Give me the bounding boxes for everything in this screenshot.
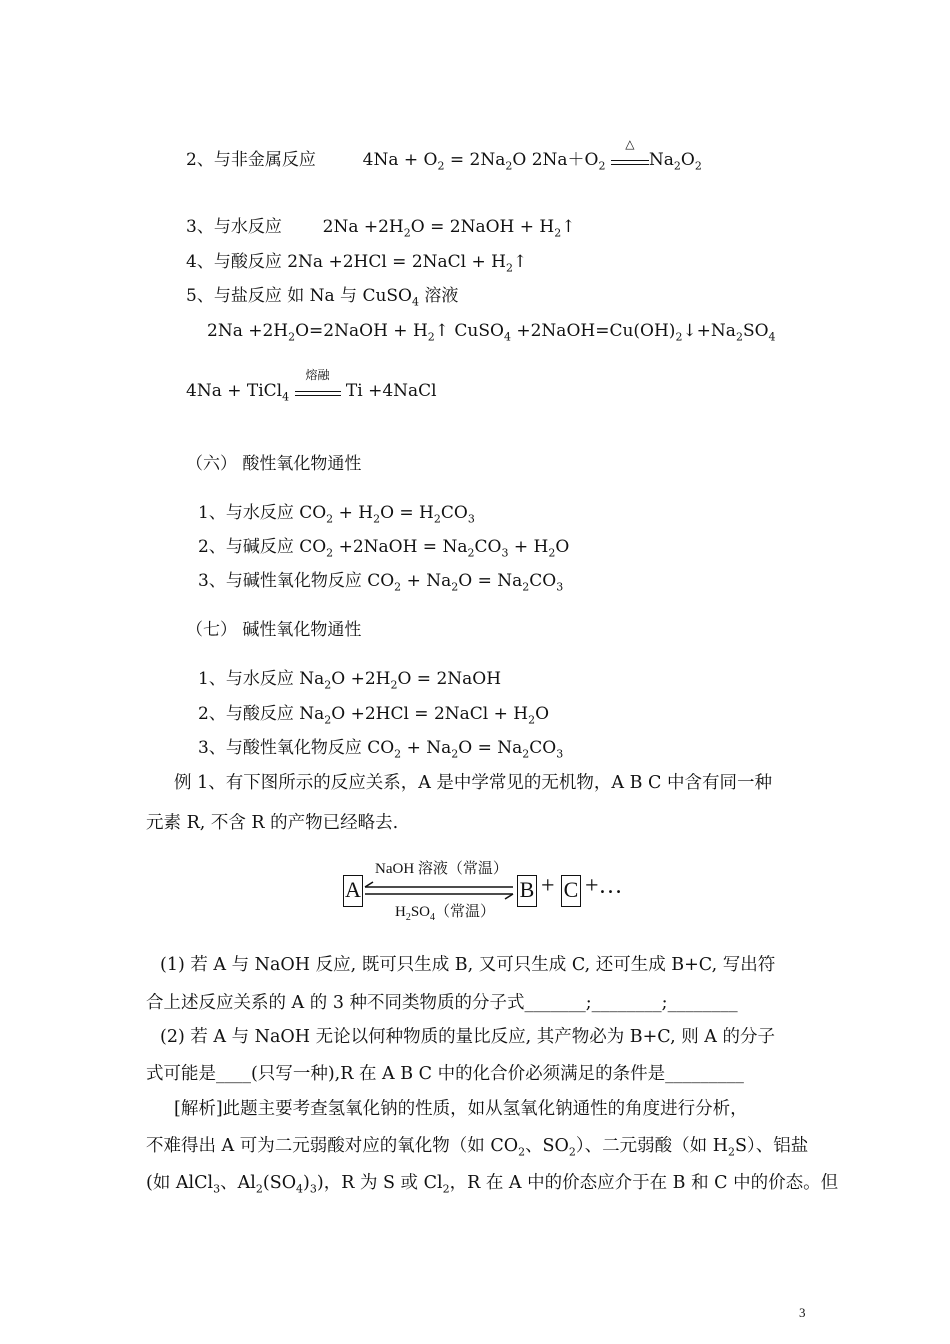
equation-line-nonmetal bbox=[186, 137, 702, 177]
subscript: 2 bbox=[255, 1182, 263, 1196]
subscript: 2 bbox=[727, 1145, 735, 1159]
section-heading-acidic-oxide: （六） 酸性氧化物通性 bbox=[186, 454, 362, 474]
equation-text: 4、与酸反应 2Na +2HCl = 2NaCl + H bbox=[186, 252, 506, 272]
equation-line-water bbox=[186, 216, 575, 244]
question-2-line-2: 式可能是____(只写一种),R 在 A B C 中的化合价必须满足的条件是_________ bbox=[146, 1064, 744, 1084]
equation-text: Ti +4NaCl bbox=[340, 381, 437, 401]
subscript: 2 bbox=[324, 678, 332, 692]
subscript: 2 bbox=[675, 330, 683, 344]
equation-text: + H bbox=[333, 503, 374, 523]
equation-text: O bbox=[555, 537, 570, 557]
plus-ellipsis: +… bbox=[585, 873, 623, 899]
basic-oxide-item-3 bbox=[198, 737, 563, 765]
equation-text: + H bbox=[508, 537, 549, 557]
analysis-text: 不难得出 A 可为二元弱酸对应的氧化物（如 CO bbox=[146, 1136, 519, 1156]
equation-line-salt-detail bbox=[207, 320, 776, 348]
equation-text: 溶液 bbox=[418, 286, 459, 306]
subscript: 2 bbox=[326, 546, 334, 560]
equation-text: 4Na + TiCl bbox=[186, 381, 283, 401]
acidic-oxide-item-2 bbox=[198, 536, 569, 564]
question-2-line-1: (2) 若 A 与 NaOH 无论以何种物质的量比反应, 其产物必为 B+C, 则 A 的分子 bbox=[160, 1027, 775, 1047]
subscript: 4 bbox=[411, 295, 419, 309]
subscript: 4 bbox=[503, 330, 511, 344]
equation-text: = 2Na bbox=[444, 150, 506, 170]
subscript: 2 bbox=[522, 580, 530, 594]
equation-text: ↑ CuSO bbox=[434, 321, 504, 341]
acidic-oxide-item-3 bbox=[198, 570, 563, 598]
subscript: 2 bbox=[554, 226, 562, 240]
subscript: 2 bbox=[467, 546, 475, 560]
subscript: 4 bbox=[430, 912, 436, 923]
subscript: 3 bbox=[501, 546, 509, 560]
reversible-arrow bbox=[363, 881, 517, 901]
analysis-text: S）、铝盐 bbox=[734, 1136, 809, 1156]
analysis-line-2 bbox=[146, 1135, 808, 1164]
subscript: 2 bbox=[405, 912, 411, 923]
subscript: 3 bbox=[556, 747, 564, 761]
equation-text: CO bbox=[474, 537, 502, 557]
equation-text: O = H bbox=[380, 503, 434, 523]
subscript: 4 bbox=[768, 330, 776, 344]
subscript: 2 bbox=[288, 330, 296, 344]
subscript: 2 bbox=[427, 330, 435, 344]
basic-oxide-item-2 bbox=[198, 703, 549, 731]
reaction-diagram bbox=[343, 855, 623, 925]
subscript: 2 bbox=[403, 226, 411, 240]
equation-text: SO bbox=[742, 321, 769, 341]
subscript: 3 bbox=[556, 580, 564, 594]
subscript: 2 bbox=[394, 580, 402, 594]
subscript: 2 bbox=[505, 261, 513, 275]
subscript: 2 bbox=[442, 1182, 450, 1196]
subscript: 2 bbox=[528, 713, 536, 727]
box-c: C bbox=[561, 875, 581, 907]
equation-text: +2NaOH=Cu(OH) bbox=[510, 321, 676, 341]
equation-text: O bbox=[680, 150, 695, 170]
condition-text: （常温） bbox=[435, 904, 496, 920]
example-intro-line-2: 元素 R, 不含 R 的产物已经略去. bbox=[146, 813, 399, 833]
equation-text: O +2H bbox=[331, 669, 391, 689]
analysis-text: ) bbox=[303, 1173, 310, 1193]
equation-text: 1、与水反应 CO bbox=[198, 503, 327, 523]
equation-text: CO bbox=[529, 738, 557, 758]
equation-text: 2Na +2H bbox=[322, 217, 404, 237]
equation-line-ticl4 bbox=[186, 368, 437, 408]
analysis-text: (如 AlCl bbox=[146, 1173, 214, 1193]
equation-text: 3、与碱性氧化物反应 CO bbox=[198, 571, 395, 591]
box-b: B bbox=[517, 875, 537, 907]
equation-text: 1、与水反应 Na bbox=[198, 669, 325, 689]
subscript: 2 bbox=[451, 580, 459, 594]
analysis-text: 、SO bbox=[525, 1136, 569, 1156]
equation-text: 2Na +2H bbox=[207, 321, 289, 341]
subscript: 2 bbox=[433, 512, 441, 526]
page-number: 3 bbox=[799, 1305, 806, 1320]
equation-text: 3、与酸性氧化物反应 CO bbox=[198, 738, 395, 758]
analysis-text: ）、二元弱酸（如 H bbox=[575, 1136, 728, 1156]
equation-line-salt bbox=[186, 285, 458, 313]
subscript: 2 bbox=[437, 159, 445, 173]
question-1-line-2: 合上述反应关系的 A 的 3 种不同类物质的分子式_______;________;________ bbox=[146, 993, 738, 1013]
equation-text: +2NaOH = Na bbox=[333, 537, 468, 557]
plus-sign: + bbox=[541, 873, 555, 899]
item-label: 3、与水反应 bbox=[186, 217, 282, 237]
example-intro-line-1: 例 1、有下图所示的反应关系，A 是中学常见的无机物，A B C 中含有同一种 bbox=[174, 773, 772, 793]
subscript: 2 bbox=[390, 678, 398, 692]
analysis-text: (SO bbox=[262, 1173, 297, 1193]
equation-text: ↓+Na bbox=[682, 321, 736, 341]
analysis-line-1: [解析]此题主要考查氢氧化钠的性质，如从氢氧化钠通性的角度进行分析， bbox=[174, 1099, 748, 1119]
subscript: 2 bbox=[548, 546, 556, 560]
analysis-text: ，R 在 A 中的价态应介于在 B 和 C 中的价态。但 bbox=[449, 1173, 839, 1193]
equation-text: O = Na bbox=[458, 738, 523, 758]
molten-condition-arrow bbox=[295, 368, 341, 396]
equation-text: O = 2NaOH bbox=[397, 669, 502, 689]
analysis-line-3 bbox=[146, 1172, 838, 1201]
equation-text: + Na bbox=[401, 571, 452, 591]
subscript: 4 bbox=[296, 1182, 304, 1196]
equation-text: 4Na + O bbox=[362, 150, 438, 170]
box-a: A bbox=[343, 875, 363, 907]
equation-text: CO bbox=[529, 571, 557, 591]
equation-text: O=2NaOH + H bbox=[295, 321, 428, 341]
item-label: 2、与非金属反应 bbox=[186, 150, 316, 170]
subscript: 2 bbox=[451, 747, 459, 761]
equation-text: CO bbox=[440, 503, 468, 523]
subscript: 2 bbox=[518, 1145, 526, 1159]
subscript: 3 bbox=[309, 1182, 317, 1196]
gas-arrow: ↑ bbox=[561, 217, 576, 237]
formula-text: SO bbox=[410, 904, 431, 920]
subscript: 3 bbox=[467, 512, 475, 526]
subscript: 2 bbox=[373, 512, 381, 526]
subscript: 3 bbox=[213, 1182, 221, 1196]
equation-line-acid bbox=[186, 251, 527, 279]
subscript: 2 bbox=[694, 159, 702, 173]
subscript: 2 bbox=[324, 713, 332, 727]
subscript: 2 bbox=[598, 159, 606, 173]
equation-text: O = Na bbox=[458, 571, 523, 591]
condition-label: 熔融 bbox=[305, 368, 330, 382]
formula-text: H bbox=[395, 904, 406, 920]
gas-arrow: ↑ bbox=[512, 252, 528, 272]
equation-text: O bbox=[535, 704, 550, 724]
equation-text: Na bbox=[648, 150, 674, 170]
subscript: 2 bbox=[505, 159, 513, 173]
equation-text: 2、与酸反应 Na bbox=[198, 704, 325, 724]
forward-condition-label: NaOH 溶液（常温） bbox=[375, 861, 508, 877]
subscript: 2 bbox=[735, 330, 743, 344]
acidic-oxide-item-1 bbox=[198, 502, 475, 530]
equation-text: + Na bbox=[401, 738, 452, 758]
subscript: 2 bbox=[522, 747, 530, 761]
subscript: 2 bbox=[568, 1145, 576, 1159]
subscript: 4 bbox=[282, 390, 290, 404]
subscript: 2 bbox=[326, 512, 334, 526]
heat-condition-arrow bbox=[611, 137, 649, 165]
section-heading-basic-oxide: （七） 碱性氧化物通性 bbox=[186, 620, 362, 640]
analysis-text: )，R 为 S 或 Cl bbox=[316, 1173, 443, 1193]
analysis-text: 、Al bbox=[220, 1173, 256, 1193]
equation-text: O +2HCl = 2NaCl + H bbox=[331, 704, 529, 724]
heat-symbol: △ bbox=[625, 137, 635, 151]
subscript: 2 bbox=[394, 747, 402, 761]
reverse-condition-label bbox=[395, 900, 495, 923]
question-1-line-1: (1) 若 A 与 NaOH 反应, 既可只生成 B, 又可只生成 C, 还可生成 B+C, 写出符 bbox=[160, 955, 776, 975]
equation-text: O 2Na＋O bbox=[512, 150, 599, 170]
subscript: 2 bbox=[673, 159, 681, 173]
equation-text: 2、与碱反应 CO bbox=[198, 537, 327, 557]
basic-oxide-item-1 bbox=[198, 668, 501, 696]
equation-text: 5、与盐反应 如 Na 与 CuSO bbox=[186, 286, 412, 306]
equation-text: O = 2NaOH + H bbox=[410, 217, 555, 237]
